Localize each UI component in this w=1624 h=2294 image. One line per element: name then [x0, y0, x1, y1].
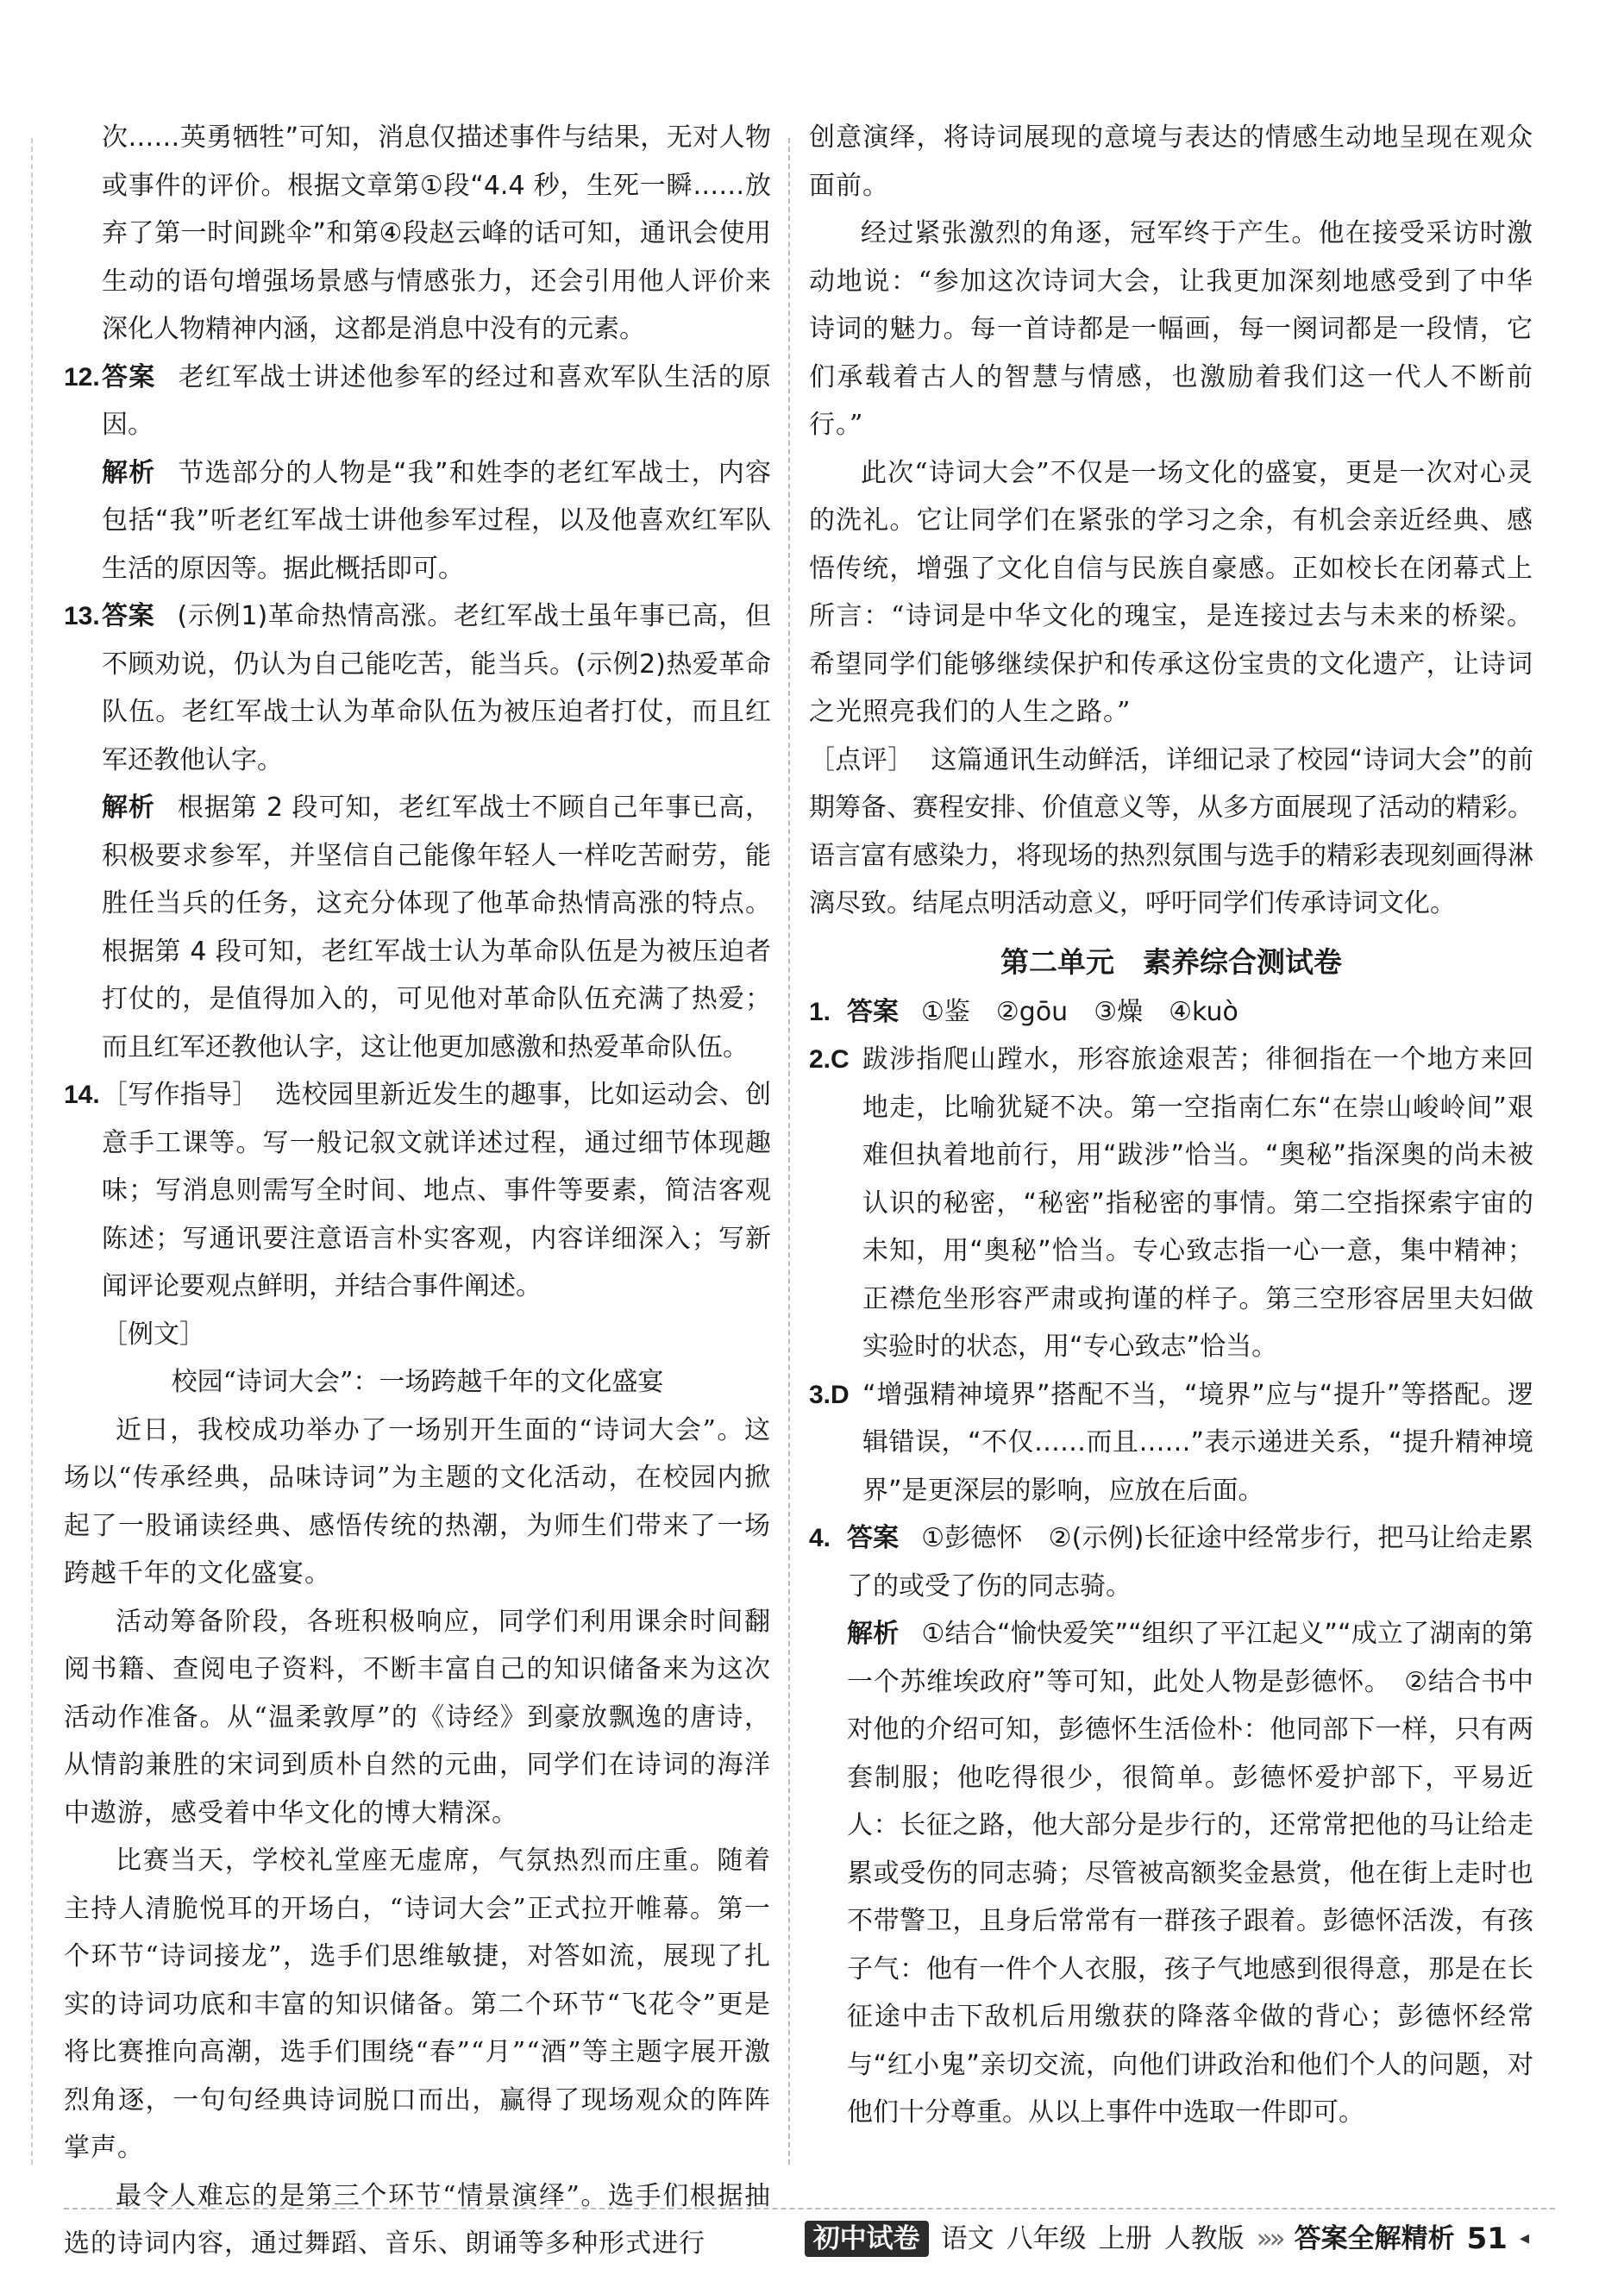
margin-rule — [31, 138, 33, 2165]
guide-tag: ［写作指导］ — [102, 1080, 259, 1110]
subject-label: 语文 — [940, 2223, 994, 2254]
question-13-analysis — [64, 784, 771, 1071]
column-divider — [788, 138, 790, 2165]
answer-tag: 答案 — [847, 996, 899, 1027]
question-14 — [64, 1071, 771, 1311]
example-tag-line — [64, 1311, 771, 1359]
answer-tag: 答案 — [102, 601, 155, 631]
question-3 — [809, 1371, 1533, 1515]
essay-body — [64, 1407, 771, 2268]
question-number: 2.C — [809, 1045, 850, 1074]
comment-tag: ［点评］ — [809, 744, 914, 775]
essay-paragraph: 创意演绎，将诗词展现的意境与表达的情感生动地呈现在观众面前。 — [809, 122, 1533, 201]
analysis-tag: 解析 — [102, 457, 156, 488]
question-number: 1. — [809, 997, 831, 1026]
analysis-tag: 解析 — [102, 793, 155, 823]
continued-paragraph: 次……英勇牺牲”可知，消息仅描述事件与结果，无对人物或事件的评价。根据文章第①段“4.4 秒，生死一瞬……放弃了第一时间跳伞”和第④段赵云峰的话可知，通讯会使用生动的语句增强场景感与情感张力，还会引用他人评价来深化人物精神内涵，这都是消息中没有的元素。 — [102, 122, 771, 344]
right-column — [809, 114, 1533, 2165]
comment-text: 这篇通讯生动鲜活，详细记录了校园“诗词大会”的前期筹备、赛程安排、价值意义等，从多方面展现了活动的精彩。语言富有感染力，将现场的热烈氛围与选手的精彩表现刻画得淋漓尽致。结尾点明活动意义，呼吁同学们传承诗词文化。 — [809, 744, 1533, 918]
analysis-tag: 解析 — [847, 1619, 900, 1649]
answer-text: ①彭德怀 ②(示例)长征途中经常步行，把马让给走累了的或受了伤的同志骑。 — [847, 1523, 1533, 1601]
series-badge: 初中试卷 — [805, 2221, 929, 2257]
footer-bar — [805, 2218, 1529, 2260]
question-4-analysis — [809, 1610, 1533, 2137]
analysis-text: 根据第 2 段可知，老红军战士不顾自己年事已高，积极要求参军，并坚信自己能像年轻人一样吃苦耐劳，能胜任当兵的任务，这充分体现了他革命热情高涨的特点。根据第 4 段可知，老红军战士认为革命队伍是为被压迫者打仗的，是值得加入的，可见他对革命队伍充满了热爱；而且红军还教他认字，这让他更加感激和热爱革命队伍。 — [102, 793, 771, 1062]
answer-tag: 答案 — [847, 1523, 900, 1553]
left-column — [64, 114, 772, 2259]
question-number: 12. — [64, 362, 100, 392]
question-number: 3.D — [809, 1380, 850, 1409]
triangle-left-icon: ◂ — [1519, 2228, 1529, 2249]
question-number: 14. — [64, 1081, 100, 1109]
answer-text: 老红军战士讲述他参军的经过和喜欢军队生活的原因。 — [102, 361, 771, 440]
question-13 — [64, 592, 771, 784]
answer-tag: 答案 — [102, 361, 156, 392]
page-footer — [0, 2218, 1624, 2260]
chevron-right-icon: »» — [1256, 2223, 1282, 2254]
question-12-analysis — [64, 449, 771, 593]
question-text: “增强精神境界”搭配不当，“境界”应与“提升”等搭配。逻辑错误，“不仅……而且……”表示递进关系，“提升精神境界”是更深层的影响，应放在后面。 — [862, 1379, 1533, 1506]
analysis-text: ①结合“愉快爱笑”“组织了平江起义”“成立了湖南的第一个苏维埃政府”等可知，此处人物是彭德怀。 ②结合书中对他的介绍可知，彭德怀生活俭朴：他同部下一样，只有两套制服；他吃得很少，很简单。彭德怀爱护部下，平易近人：长征之路，他大部分是步行的，还常常把他的马让给走累或受伤的同志骑；尽管被高额奖金悬赏，他在街上走时也不带警卫，且身后常常有一群孩子跟着。彭德怀活泼，有孩子气：他有一件个人衣服，孩子气地感到很得意，那是在长征途中击下敌机后用缴获的降落伞做的背心；彭德怀经常与“红小鬼”亲切交流，向他们讲政治和他们个人的问题，对他们十分尊重。从以上事件中选取一件即可。 — [847, 1619, 1534, 2128]
essay-continued — [809, 114, 1533, 736]
grade-label: 八年级 — [1006, 2223, 1087, 2254]
comment-paragraph — [809, 736, 1533, 928]
answer-text: (示例1)革命热情高涨。老红军战士虽年事已高，但不顾劝说，仍认为自己能吃苦，能当兵。(示例2)热爱革命队伍。老红军战士认为革命队伍为被压迫者打仗，而且红军还教他认字。 — [102, 601, 772, 775]
question-number: 13. — [64, 602, 100, 630]
question-2 — [809, 1036, 1533, 1371]
section-title: 第二单元 素养综合测试卷 — [1000, 944, 1342, 979]
question-4 — [809, 1514, 1533, 1610]
essay-paragraph: 活动筹备阶段，各班积极响应，同学们利用课余时间翻阅书籍、查阅电子资料，不断丰富自己的知识储备来为这次活动作准备。从“温柔敦厚”的《诗经》到豪放飘逸的唐诗，从情韵兼胜的宋词到质朴自然的元曲，同学们在诗词的海洋中遨游，感受着中华文化的博大精深。 — [64, 1606, 771, 1828]
page-number: 51 — [1466, 2222, 1508, 2256]
essay-title: 校园“诗词大会”：一场跨越千年的文化盛宴 — [171, 1367, 664, 1397]
question-12 — [64, 354, 771, 449]
essay-paragraph: 最令人难忘的是第三个环节“情景演绎”。选手们根据抽选的诗词内容，通过舞蹈、音乐、朗诵等多种形式进行 — [64, 2180, 771, 2259]
answer-text: ①鉴 ②gōu ③燥 ④kuò — [921, 996, 1238, 1027]
edition-label: 人教版 — [1163, 2223, 1245, 2254]
essay-paragraph: 比赛当天，学校礼堂座无虚席，气氛热烈而庄重。随着主持人清脆悦耳的开场白，“诗词大会”正式拉开帷幕。第一个环节“诗词接龙”，选手们思维敏捷，对答如流，展现了扎实的诗词功底和丰富的知识储备。第二个环节“飞花令”更是将比赛推向高潮，选手们围绕“春”“月”“酒”等主题字展开激烈角逐，一句句经典诗词脱口而出，赢得了现场观众的阵阵掌声。 — [64, 1846, 771, 2163]
question-1 — [809, 988, 1533, 1037]
guide-text: 选校园里新近发生的趣事，比如运动会、创意手工课等。写一般记叙文就详述过程，通过细节体现趣味；写消息则需写全时间、地点、事件等要素，简洁客观陈述；写通讯要注意语言朴实客观，内容详细深入；写新闻评论要观点鲜明，并结合事件阐述。 — [102, 1080, 771, 1301]
question-text: 跋涉指爬山蹚水，形容旅途艰苦；徘徊指在一个地方来回地走，比喻犹疑不决。第一空指南仁东“在崇山峻岭间”艰难但执着地前行，用“跋涉”恰当。“奥秘”指深奥的尚未被认识的秘密，“秘密”指秘密的事情。第二空指探索宇宙的未知，用“奥秘”恰当。专心致志指一心一意，集中精神；正襟危坐形容严肃或拘谨的样子。第三空形容居里夫妇做实验时的状态，用“专心致志”恰当。 — [862, 1044, 1533, 1362]
question-number: 4. — [809, 1524, 831, 1552]
essay-paragraph: 近日，我校成功举办了一场别开生面的“诗词大会”。这场以“传承经典，品味诗词”为主题的文化活动，在校园内掀起了一股诵读经典、感悟传统的热潮，为师生们带来了一场跨越千年的文化盛宴。 — [64, 1414, 771, 1589]
essay-paragraph: 此次“诗词大会”不仅是一场文化的盛宴，更是一次对心灵的洗礼。它让同学们在紧张的学习之余，有机会亲近经典、感悟传统，增强了文化自信与民族自豪感。正如校长在闭幕式上所言：“诗词是中华文化的瑰宝，是连接过去与未来的桥梁。希望同学们能够继续保护和传承这份宝贵的文化遗产，让诗词之光照亮我们的人生之路。” — [809, 457, 1533, 727]
essay-paragraph: 经过紧张激烈的角逐，冠军终于产生。他在接受采访时激动地说：“参加这次诗词大会，让我更加深刻地感受到了中华诗词的魅力。每一首诗都是一幅画，每一阕词都是一段情，它们承载着古人的智慧与情感，也激励着我们这一代人不断前行。” — [809, 218, 1533, 440]
footer-rule — [64, 2208, 1555, 2209]
example-tag: ［例文］ — [102, 1319, 205, 1350]
term-label: 上册 — [1098, 2223, 1152, 2254]
series-title: 答案全解精析 — [1294, 2223, 1455, 2254]
analysis-text: 节选部分的人物是“我”和姓李的老红军战士，内容包括“我”听老红军战士讲他参军过程，以及他喜欢红军队生活的原因等。据此概括即可。 — [102, 457, 772, 584]
